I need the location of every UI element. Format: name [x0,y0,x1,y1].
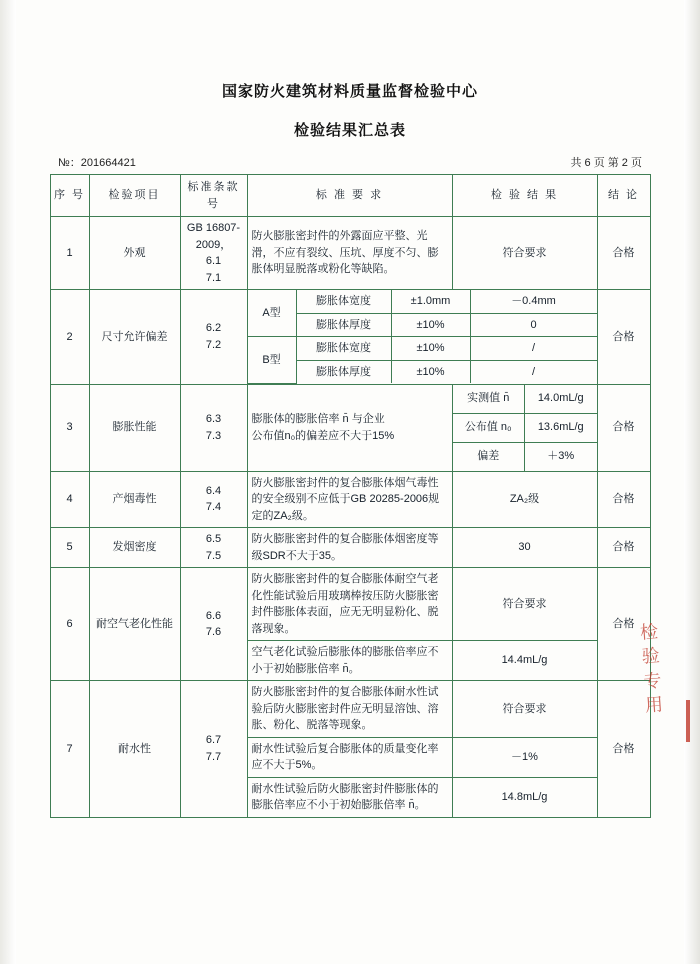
meta-row [0,154,700,170]
row-conclusion: 合格 [597,290,650,385]
table-row [50,217,650,290]
clause-line: 7.5 [205,549,222,562]
row-clause [180,384,247,471]
row-result: 30 [452,528,597,568]
clause-line: 6.3 [205,413,222,425]
requirement-line: 膨胀体的膨胀倍率 n̄ 与企业 [251,413,385,425]
subtable-row [248,290,597,313]
page-edge-right [684,0,700,964]
row-requirement: 防火膨胀密封件的外露面应平整、光滑，不应有裂纹、压坑、厚度不匀、膨胀体明显脱落或粉化等缺陷。 [247,217,452,290]
sub-name: 膨胀体厚度 [296,360,391,383]
clause-line: 6.1 [205,255,222,267]
row-result: 符合要求 [452,568,597,641]
clause-line: 2009， [195,238,232,251]
row-result: ZA₂级 [452,471,597,528]
sub-requirement: ±10% [391,313,470,337]
stamp-char: 专 [642,669,663,692]
row-requirement [247,384,452,471]
row-conclusion: 合格 [597,681,650,818]
dimension-subtable [248,290,597,384]
subtable-row [248,313,597,337]
page-indicator: 共 6 页 第 2 页 [570,157,642,169]
sub-result: / [470,360,597,383]
row-conclusion: 合格 [597,528,650,568]
table-header-row [50,175,650,217]
inspection-stamp [618,618,686,732]
row-index: 2 [50,290,89,385]
clause-line: GB 16807- [186,222,241,234]
row-conclusion: 合格 [597,217,650,290]
sub-result: 0 [470,313,597,337]
row-requirement: 防火膨胀密封件的复合膨胀体耐水性试验后防火膨胀密封件应无明显溶蚀、溶胀、粉化、脱落等现象。 [247,681,452,738]
results-table [50,174,651,818]
subtable-row [248,360,597,383]
row-conclusion: 合格 [597,471,650,528]
row-requirement: 耐水性试验后防火膨胀密封件膨胀体的膨胀倍率应不小于初始膨胀倍率 n̄。 [247,777,452,817]
col-header-index: 序 号 [50,175,89,217]
clause-line: 7.6 [205,626,222,638]
table-row [50,568,650,641]
row-clause [180,528,247,568]
subtable-row [453,442,597,471]
result-label: 偏差 [453,442,525,471]
sub-name: 膨胀体宽度 [296,290,391,313]
row-clause [180,290,247,385]
subtable-row [248,337,597,361]
row-clause [180,681,247,818]
row-requirement: 耐水性试验后复合膨胀体的质量变化率应不大于5%。 [247,737,452,777]
sub-result: / [470,337,597,361]
clause-line: 6.7 [205,734,222,747]
page-edge-left [0,0,16,964]
row-requirement: 防火膨胀密封件的复合膨胀体耐空气老化性能试验后用玻璃棒按压防火膨胀密封件膨胀体表面，应无无明显粉化、脱落现象。 [247,568,452,641]
row-result: 符合要求 [452,217,597,290]
row-clause [180,217,247,290]
row-item: 发烟密度 [89,528,180,568]
row-result: －1% [452,737,597,777]
sub-name: 膨胀体厚度 [296,313,391,337]
report-number: №：201664421 [58,157,136,169]
row-item: 膨胀性能 [89,384,180,471]
stamp-char: 检 [639,621,659,643]
row-index: 3 [50,384,89,471]
row-index: 5 [50,528,89,568]
clause-line: 7.1 [205,271,222,284]
requirement-line: 公布值n₀的偏差应不大于15% [251,429,395,442]
row-requirement: 空气老化试验后膨胀体的膨胀倍率应不小于初始膨胀倍率 n̄。 [247,641,452,681]
result-label: 实测值 n̄ [453,385,525,414]
expansion-result-subtable [453,385,597,471]
row-index: 6 [50,568,89,681]
row-conclusion: 合格 [597,568,650,681]
row-item: 耐空气老化性能 [89,568,180,681]
row-conclusion: 合格 [597,384,650,471]
clause-line: 7.7 [205,750,222,763]
col-header-requirement: 标 准 要 求 [247,175,452,217]
sub-type: B型 [248,337,297,384]
table-row [50,290,650,385]
row-item: 外观 [89,217,180,290]
row-item: 尺寸允许偏差 [89,290,180,385]
stamp-edge-mark [686,700,690,742]
result-value: 14.0mL/g [525,385,597,414]
clause-line: 6.5 [205,533,222,545]
subtable-row [453,385,597,414]
row-subtable-cell [247,290,597,385]
row-result: 14.8mL/g [452,777,597,817]
clause-line: 7.4 [205,501,222,514]
col-header-clause: 标准条款号 [180,175,247,217]
clause-line: 6.4 [205,484,222,497]
result-value: ＋3% [525,442,597,471]
clause-line: 6.2 [205,322,222,335]
subtable-row [453,413,597,442]
row-clause [180,568,247,681]
clause-line: 7.3 [205,429,222,442]
row-index: 7 [50,681,89,818]
table-row [50,528,650,568]
row-item: 产烟毒性 [89,471,180,528]
row-result: 符合要求 [452,681,597,738]
clause-line: 6.6 [205,609,222,622]
col-header-item: 检验项目 [89,175,180,217]
sub-result: －0.4mm [470,290,597,313]
table-row [50,471,650,528]
organization-title: 国家防火建筑材料质量监督检验中心 [221,83,478,100]
row-index: 4 [50,471,89,528]
clause-line: 7.2 [205,338,222,351]
stamp-char: 验 [641,645,661,667]
row-requirement: 防火膨胀密封件的复合膨胀体烟密度等级SDR不大于35。 [247,528,452,568]
table-row [50,681,650,738]
col-header-conclusion: 结 论 [597,175,650,217]
row-index: 1 [50,217,89,290]
row-result-subtable-cell [452,384,597,471]
table-row [50,384,650,471]
row-result: 14.4mL/g [452,641,597,681]
row-clause [180,471,247,528]
sub-name: 膨胀体宽度 [296,337,391,361]
sub-requirement: ±10% [391,337,470,361]
row-item: 耐水性 [89,681,180,818]
result-value: 13.6mL/g [525,413,597,442]
stamp-char: 用 [644,694,664,716]
result-label: 公布值 n₀ [453,413,525,442]
sub-type: A型 [248,290,297,337]
sub-requirement: ±10% [391,360,470,383]
row-requirement: 防火膨胀密封件的复合膨胀体烟气毒性的安全级别不应低于GB 20285-2006规定的ZA₂级。 [247,471,452,528]
col-header-result: 检 验 结 果 [452,175,597,217]
page-title: 检验结果汇总表 [293,122,406,139]
sub-requirement: ±1.0mm [391,290,470,313]
